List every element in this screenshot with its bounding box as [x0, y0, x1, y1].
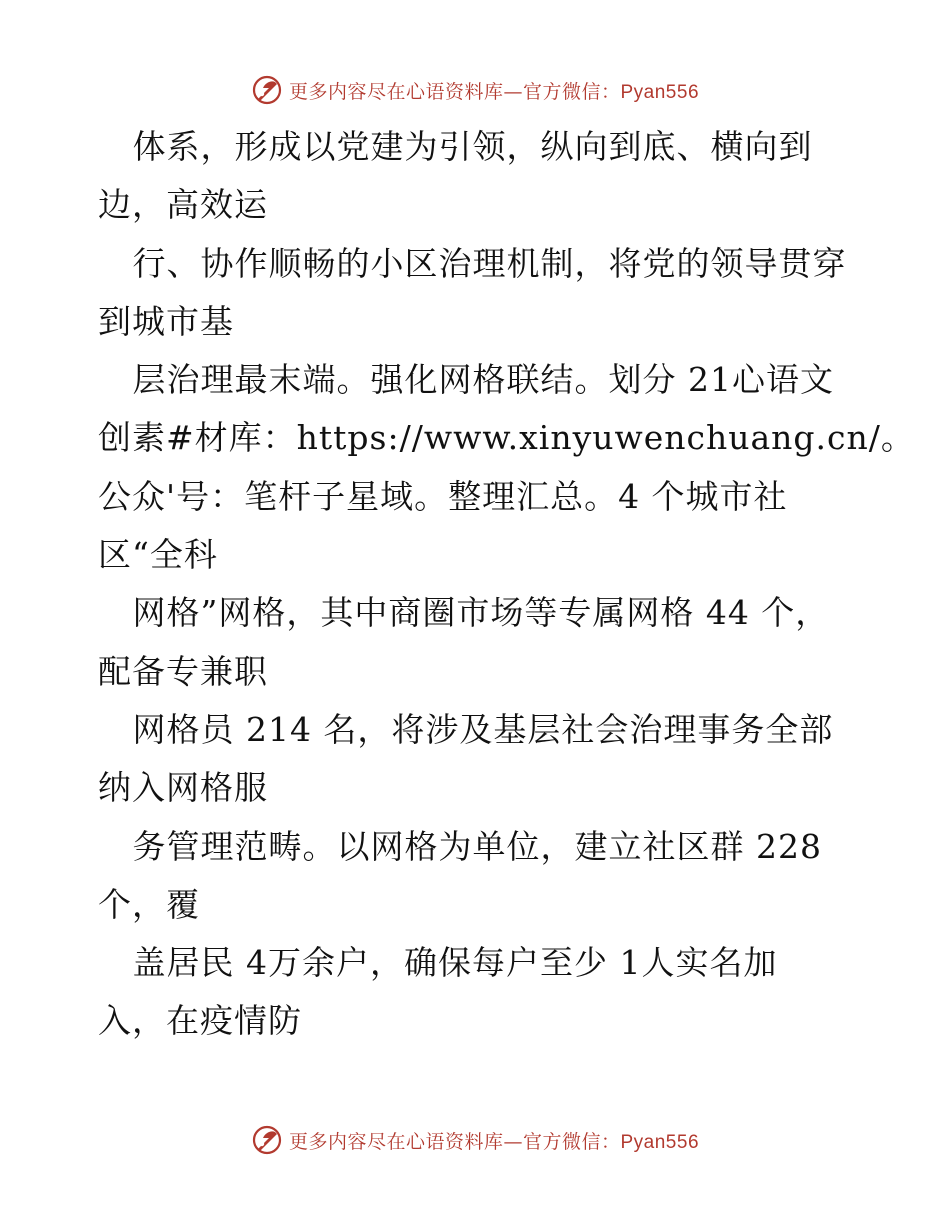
text-line: 公众'号：笔杆子星域。整理汇总。4 个城市社: [98, 476, 788, 516]
document-body: [98, 118, 915, 1051]
text-line: 配备专兼职: [98, 651, 268, 691]
text-line: 层治理最末端。强化网格联结。划分 21心语文: [98, 360, 834, 400]
text-line: 盖居民 4万余户，确保每户至少 1人实名加: [98, 943, 778, 983]
banner-text: 更多内容尽在心语资料库—官方微信：Pyan556: [288, 80, 700, 103]
text-line: 行、协作顺畅的小区治理机制，将党的领导贯穿: [98, 243, 847, 283]
footer-banner: [0, 1120, 950, 1160]
wechat-id: Pyan556: [620, 81, 700, 103]
text-line: 个，覆: [98, 884, 200, 924]
text-line: 入，在疫情防: [98, 1001, 302, 1041]
text-line: 创素#材库：https://www.xinyuwenchuang.cn/。: [98, 418, 915, 458]
wechat-id: Pyan556: [620, 1131, 700, 1153]
text-line: 网格员 214 名，将涉及基层社会治理事务全部: [98, 709, 834, 749]
text-line: 务管理范畴。以网格为单位，建立社区群 228: [98, 826, 822, 866]
header-banner: [0, 70, 950, 110]
text-line: 区“全科: [98, 535, 218, 575]
feather-quill-icon: [251, 1124, 283, 1156]
text-line: 到城市基: [98, 301, 234, 341]
text-line: 边，高效运: [98, 185, 268, 225]
text-line: 纳入网格服: [98, 768, 268, 808]
banner-text: 更多内容尽在心语资料库—官方微信：Pyan556: [288, 1130, 700, 1153]
feather-quill-icon: [251, 74, 283, 106]
text-line: 体系，形成以党建为引领，纵向到底、横向到: [98, 127, 813, 166]
text-line: 网格”网格，其中商圈市场等专属网格 44 个，: [98, 593, 830, 633]
